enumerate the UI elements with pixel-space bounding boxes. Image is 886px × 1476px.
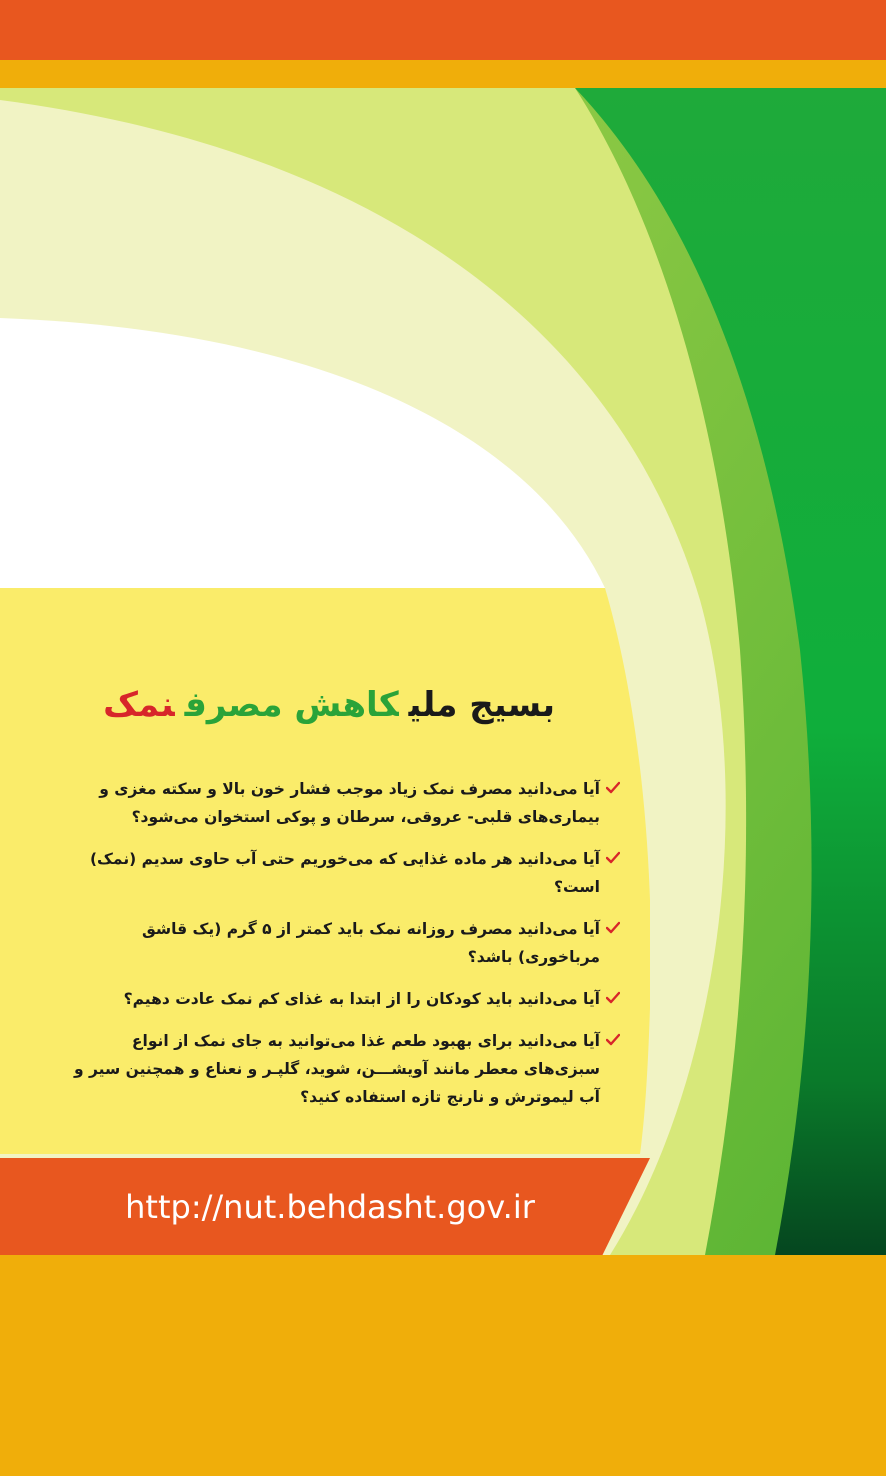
title-part-1: بسیج ملی [408,685,555,725]
list-item [62,985,620,1013]
bottom-amber-band [0,1255,886,1476]
list-item [62,1027,620,1111]
check-icon [606,781,620,795]
list-item-text: آیا می‌دانید برای بهبود طعم غذا می‌توانید به جای نمک از انواع سبزی‌های معطر مانند آویشـــن، شوید، گلپـر و نعناع و همچنین سیر و آب لیموترش و نارنج تازه استفاده کنید؟ [74,1032,600,1106]
check-icon [606,1033,620,1047]
check-icon [606,921,620,935]
check-icon [606,991,620,1005]
list-item-text: آیا می‌دانید مصرف نمک زیاد موجب فشار خون بالا و سکته مغزی و بیماری‌های قلبی- عروقی، سرطان و پوکی استخوان می‌شود؟ [99,780,600,826]
list-item [62,775,620,831]
list-item-text: آیا می‌دانید مصرف روزانه نمک باید کمتر از ۵ گرم (یک قاشق مرباخوری) باشد؟ [141,920,600,966]
list-item [62,845,620,901]
title-part-3: نمک [103,685,175,725]
website-link[interactable]: http://nut.behdasht.gov.ir [125,1188,535,1226]
title-part-2: کاهش مصرف [184,685,399,725]
check-icon [606,851,620,865]
list-item-text: آیا می‌دانید هر ماده غذایی که می‌خوریم حتی آب حاوی سدیم (نمک) است؟ [89,850,600,896]
top-orange-band [0,0,886,60]
list-item-text: آیا می‌دانید باید کودکان را از ابتدا به غذای کم نمک عادت دهیم؟ [123,990,600,1008]
list-item [62,915,620,971]
amber-band [0,60,886,88]
question-list [62,775,620,1125]
campaign-title [60,680,555,730]
